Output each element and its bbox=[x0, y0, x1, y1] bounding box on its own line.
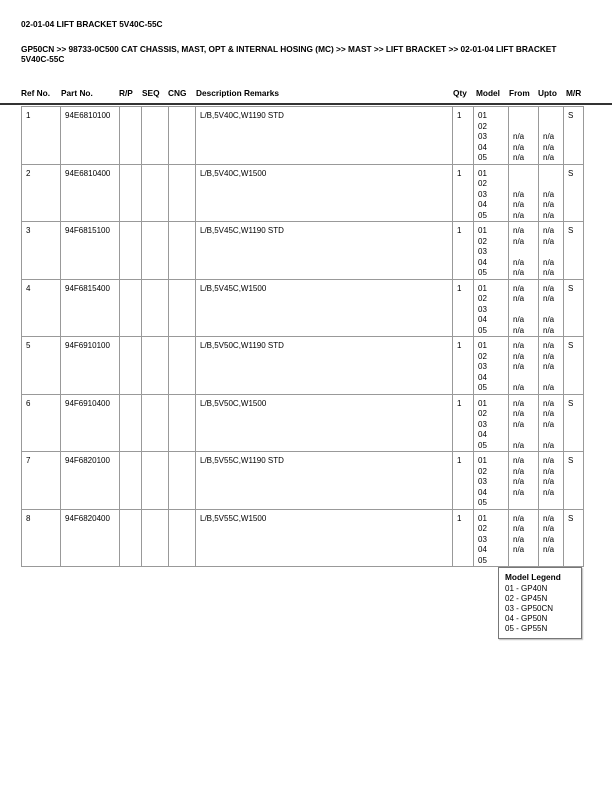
header-mr: M/R bbox=[566, 88, 582, 98]
model-code: 01 bbox=[478, 456, 487, 465]
from-value: n/a bbox=[513, 200, 525, 209]
mr: S bbox=[564, 337, 584, 395]
rp-cell bbox=[120, 222, 142, 280]
header-rp: R/P bbox=[119, 88, 133, 98]
from-value: n/a bbox=[513, 513, 525, 523]
upto-value: n/a bbox=[543, 466, 555, 476]
upto-value: n/a bbox=[543, 419, 555, 429]
from-value: n/a bbox=[513, 487, 525, 497]
upto-value: n/a bbox=[543, 534, 555, 544]
model-code: 05 bbox=[478, 210, 487, 220]
model-code: 02 bbox=[478, 409, 487, 418]
part-no: 94F6910100 bbox=[61, 337, 120, 395]
seq-cell bbox=[142, 394, 169, 452]
model-code: 03 bbox=[478, 132, 487, 141]
legend-item: 01 - GP40N bbox=[505, 584, 548, 593]
model-code: 01 bbox=[478, 226, 487, 235]
model-code: 03 bbox=[478, 534, 487, 544]
upto-value: n/a bbox=[543, 513, 555, 523]
ref-no: 8 bbox=[22, 509, 61, 567]
from-value bbox=[513, 247, 538, 258]
upto-value: n/a bbox=[543, 294, 555, 303]
parts-table bbox=[21, 106, 584, 567]
upto-list bbox=[539, 279, 564, 337]
model-code: 02 bbox=[478, 524, 487, 533]
table-row bbox=[22, 279, 584, 337]
from-value: n/a bbox=[513, 325, 525, 335]
header-qty: Qty bbox=[453, 88, 467, 98]
upto-value: n/a bbox=[543, 200, 555, 209]
upto-value: n/a bbox=[543, 142, 555, 152]
from-value bbox=[513, 498, 538, 509]
upto-value: n/a bbox=[543, 257, 555, 267]
model-code: 01 bbox=[478, 398, 487, 408]
header-seq: SEQ bbox=[142, 88, 160, 98]
mr: S bbox=[564, 164, 584, 222]
table-row bbox=[22, 222, 584, 280]
seq-cell bbox=[142, 222, 169, 280]
description: L/B,5V50C,W1500 bbox=[196, 394, 453, 452]
upto-value: n/a bbox=[543, 325, 555, 335]
from-value: n/a bbox=[513, 268, 525, 277]
upto-value: n/a bbox=[543, 132, 555, 141]
from-value: n/a bbox=[513, 398, 525, 408]
qty: 1 bbox=[453, 394, 474, 452]
upto-value: n/a bbox=[543, 440, 555, 450]
mr: S bbox=[564, 222, 584, 280]
from-list bbox=[509, 222, 539, 280]
from-value: n/a bbox=[513, 545, 525, 554]
upto-value: n/a bbox=[543, 236, 555, 246]
from-value: n/a bbox=[513, 315, 525, 324]
model-code: 01 bbox=[478, 513, 487, 523]
from-value bbox=[513, 556, 538, 567]
model-code: 02 bbox=[478, 236, 487, 246]
model-code: 05 bbox=[478, 325, 487, 335]
upto-list bbox=[539, 107, 564, 165]
model-code: 01 bbox=[478, 111, 487, 120]
from-list bbox=[509, 337, 539, 395]
description: L/B,5V40C,W1190 STD bbox=[196, 107, 453, 165]
from-value bbox=[513, 305, 538, 316]
header-upto: Upto bbox=[538, 88, 557, 98]
mr: S bbox=[564, 452, 584, 510]
from-value: n/a bbox=[513, 236, 525, 246]
model-code: 05 bbox=[478, 555, 487, 565]
seq-cell bbox=[142, 107, 169, 165]
header-part: Part No. bbox=[61, 88, 93, 98]
model-code: 02 bbox=[478, 179, 487, 188]
cng-cell bbox=[169, 337, 196, 395]
upto-value: n/a bbox=[543, 351, 555, 361]
seq-cell bbox=[142, 164, 169, 222]
part-no: 94F6820100 bbox=[61, 452, 120, 510]
model-code: 04 bbox=[478, 315, 487, 324]
part-no: 94F6820400 bbox=[61, 509, 120, 567]
qty: 1 bbox=[453, 279, 474, 337]
from-value: n/a bbox=[513, 189, 525, 199]
upto-value bbox=[543, 111, 563, 122]
model-code: 05 bbox=[478, 153, 487, 162]
mr: S bbox=[564, 279, 584, 337]
table-row bbox=[22, 337, 584, 395]
upto-value: n/a bbox=[543, 210, 555, 220]
from-value: n/a bbox=[513, 419, 525, 429]
from-value: n/a bbox=[513, 294, 525, 303]
ref-no: 7 bbox=[22, 452, 61, 510]
ref-no: 1 bbox=[22, 107, 61, 165]
legend-item: 03 - GP50CN bbox=[505, 604, 554, 613]
description: L/B,5V40C,W1500 bbox=[196, 164, 453, 222]
qty: 1 bbox=[453, 164, 474, 222]
rp-cell bbox=[120, 337, 142, 395]
legend-item: 02 - GP45N bbox=[505, 594, 548, 603]
upto-value bbox=[543, 556, 563, 567]
model-code: 04 bbox=[478, 545, 487, 554]
model-list bbox=[474, 509, 509, 567]
upto-value bbox=[543, 498, 563, 509]
upto-value bbox=[543, 373, 563, 384]
model-list bbox=[474, 107, 509, 165]
from-value: n/a bbox=[513, 210, 525, 220]
rp-cell bbox=[120, 279, 142, 337]
from-value: n/a bbox=[513, 409, 525, 418]
model-code: 05 bbox=[478, 383, 487, 392]
header-divider bbox=[0, 103, 612, 105]
upto-value bbox=[543, 430, 563, 441]
from-value: n/a bbox=[513, 283, 525, 293]
table-row bbox=[22, 164, 584, 222]
header-ref: Ref No. bbox=[21, 88, 51, 98]
upto-value: n/a bbox=[543, 487, 555, 497]
ref-no: 2 bbox=[22, 164, 61, 222]
upto-list bbox=[539, 222, 564, 280]
from-list bbox=[509, 107, 539, 165]
from-list bbox=[509, 164, 539, 222]
upto-list bbox=[539, 164, 564, 222]
from-value: n/a bbox=[513, 226, 525, 235]
upto-value bbox=[543, 247, 563, 258]
upto-value: n/a bbox=[543, 409, 555, 418]
cng-cell bbox=[169, 279, 196, 337]
legend-item: 05 - GP55N bbox=[505, 624, 548, 633]
upto-list bbox=[539, 337, 564, 395]
upto-value: n/a bbox=[543, 545, 555, 554]
model-code: 04 bbox=[478, 430, 487, 439]
model-code: 01 bbox=[478, 341, 487, 350]
model-list bbox=[474, 394, 509, 452]
upto-value: n/a bbox=[543, 383, 555, 392]
upto-value: n/a bbox=[543, 456, 555, 465]
upto-value: n/a bbox=[543, 283, 555, 293]
model-code: 05 bbox=[478, 268, 487, 277]
model-code: 02 bbox=[478, 466, 487, 476]
from-value: n/a bbox=[513, 132, 525, 141]
legend-item: 04 - GP50N bbox=[505, 614, 548, 623]
cng-cell bbox=[169, 222, 196, 280]
part-no: 94F6910400 bbox=[61, 394, 120, 452]
table-row bbox=[22, 107, 584, 165]
cng-cell bbox=[169, 509, 196, 567]
model-code: 05 bbox=[478, 440, 487, 450]
upto-value bbox=[543, 169, 563, 180]
seq-cell bbox=[142, 452, 169, 510]
description: L/B,5V50C,W1190 STD bbox=[196, 337, 453, 395]
from-value: n/a bbox=[513, 477, 525, 486]
from-value: n/a bbox=[513, 524, 525, 533]
model-code: 03 bbox=[478, 362, 487, 371]
from-value: n/a bbox=[513, 257, 525, 267]
mr: S bbox=[564, 394, 584, 452]
part-no: 94F6815400 bbox=[61, 279, 120, 337]
model-list bbox=[474, 452, 509, 510]
cng-cell bbox=[169, 107, 196, 165]
qty: 1 bbox=[453, 222, 474, 280]
upto-list bbox=[539, 394, 564, 452]
header-model: Model bbox=[476, 88, 500, 98]
from-value bbox=[513, 122, 538, 133]
upto-value: n/a bbox=[543, 189, 555, 199]
part-no: 94E6810400 bbox=[61, 164, 120, 222]
seq-cell bbox=[142, 509, 169, 567]
upto-value: n/a bbox=[543, 398, 555, 408]
qty: 1 bbox=[453, 107, 474, 165]
model-code: 01 bbox=[478, 283, 487, 293]
model-code: 01 bbox=[478, 168, 487, 178]
mr: S bbox=[564, 509, 584, 567]
qty: 1 bbox=[453, 509, 474, 567]
upto-value bbox=[543, 305, 563, 316]
qty: 1 bbox=[453, 337, 474, 395]
description: L/B,5V55C,W1190 STD bbox=[196, 452, 453, 510]
from-value: n/a bbox=[513, 351, 525, 361]
header-cng: CNG bbox=[168, 88, 187, 98]
ref-no: 6 bbox=[22, 394, 61, 452]
from-value bbox=[513, 430, 538, 441]
model-list bbox=[474, 222, 509, 280]
table-row bbox=[22, 452, 584, 510]
from-list bbox=[509, 394, 539, 452]
from-value: n/a bbox=[513, 142, 525, 152]
legend-title: Model Legend bbox=[505, 572, 561, 582]
cng-cell bbox=[169, 394, 196, 452]
ref-no: 4 bbox=[22, 279, 61, 337]
ref-no: 3 bbox=[22, 222, 61, 280]
page-title: 02-01-04 LIFT BRACKET 5V40C-55C bbox=[21, 19, 163, 29]
upto-value bbox=[543, 179, 563, 190]
from-value: n/a bbox=[513, 341, 525, 350]
model-list bbox=[474, 337, 509, 395]
model-legend bbox=[498, 567, 582, 639]
mr: S bbox=[564, 107, 584, 165]
upto-value: n/a bbox=[543, 477, 555, 486]
seq-cell bbox=[142, 337, 169, 395]
description: L/B,5V45C,W1500 bbox=[196, 279, 453, 337]
seq-cell bbox=[142, 279, 169, 337]
upto-value: n/a bbox=[543, 341, 555, 350]
ref-no: 5 bbox=[22, 337, 61, 395]
from-value: n/a bbox=[513, 534, 525, 544]
from-value: n/a bbox=[513, 466, 525, 476]
from-value bbox=[513, 111, 538, 122]
model-code: 04 bbox=[478, 200, 487, 209]
upto-value bbox=[543, 122, 563, 133]
upto-list bbox=[539, 509, 564, 567]
header-desc: Description Remarks bbox=[196, 88, 280, 98]
from-value: n/a bbox=[513, 440, 525, 450]
cng-cell bbox=[169, 164, 196, 222]
upto-value: n/a bbox=[543, 268, 555, 277]
from-list bbox=[509, 452, 539, 510]
from-list bbox=[509, 509, 539, 567]
part-no: 94F6815100 bbox=[61, 222, 120, 280]
model-code: 03 bbox=[478, 419, 487, 429]
upto-list bbox=[539, 452, 564, 510]
from-value: n/a bbox=[513, 383, 525, 392]
model-code: 02 bbox=[478, 121, 487, 131]
rp-cell bbox=[120, 164, 142, 222]
from-value bbox=[513, 179, 538, 190]
upto-value: n/a bbox=[543, 153, 555, 162]
upto-value: n/a bbox=[543, 362, 555, 371]
from-value bbox=[513, 169, 538, 180]
upto-value: n/a bbox=[543, 226, 555, 235]
table-row bbox=[22, 394, 584, 452]
model-code: 03 bbox=[478, 247, 487, 256]
model-code: 04 bbox=[478, 257, 487, 267]
model-code: 03 bbox=[478, 189, 487, 199]
upto-value: n/a bbox=[543, 315, 555, 324]
model-list bbox=[474, 279, 509, 337]
from-value bbox=[513, 373, 538, 384]
description: L/B,5V55C,W1500 bbox=[196, 509, 453, 567]
model-code: 02 bbox=[478, 351, 487, 361]
model-code: 05 bbox=[478, 498, 487, 507]
breadcrumb: GP50CN >> 98733-0C500 CAT CHASSIS, MAST, OPT & INTERNAL HOSING (MC) >> MAST >> LIFT BRACKET >> 02-01-04 LIFT BRACKET 5V40C-55C bbox=[21, 44, 557, 64]
rp-cell bbox=[120, 452, 142, 510]
model-list bbox=[474, 164, 509, 222]
rp-cell bbox=[120, 394, 142, 452]
table-row bbox=[22, 509, 584, 567]
part-no: 94E6810100 bbox=[61, 107, 120, 165]
upto-value: n/a bbox=[543, 524, 555, 533]
model-code: 03 bbox=[478, 477, 487, 486]
model-code: 04 bbox=[478, 142, 487, 152]
from-value: n/a bbox=[513, 153, 525, 162]
cng-cell bbox=[169, 452, 196, 510]
qty: 1 bbox=[453, 452, 474, 510]
from-value: n/a bbox=[513, 362, 525, 371]
rp-cell bbox=[120, 107, 142, 165]
model-code: 02 bbox=[478, 294, 487, 303]
description: L/B,5V45C,W1190 STD bbox=[196, 222, 453, 280]
model-code: 04 bbox=[478, 487, 487, 497]
from-value: n/a bbox=[513, 456, 525, 465]
from-list bbox=[509, 279, 539, 337]
model-code: 03 bbox=[478, 304, 487, 314]
header-from: From bbox=[509, 88, 530, 98]
model-code: 04 bbox=[478, 372, 487, 382]
rp-cell bbox=[120, 509, 142, 567]
